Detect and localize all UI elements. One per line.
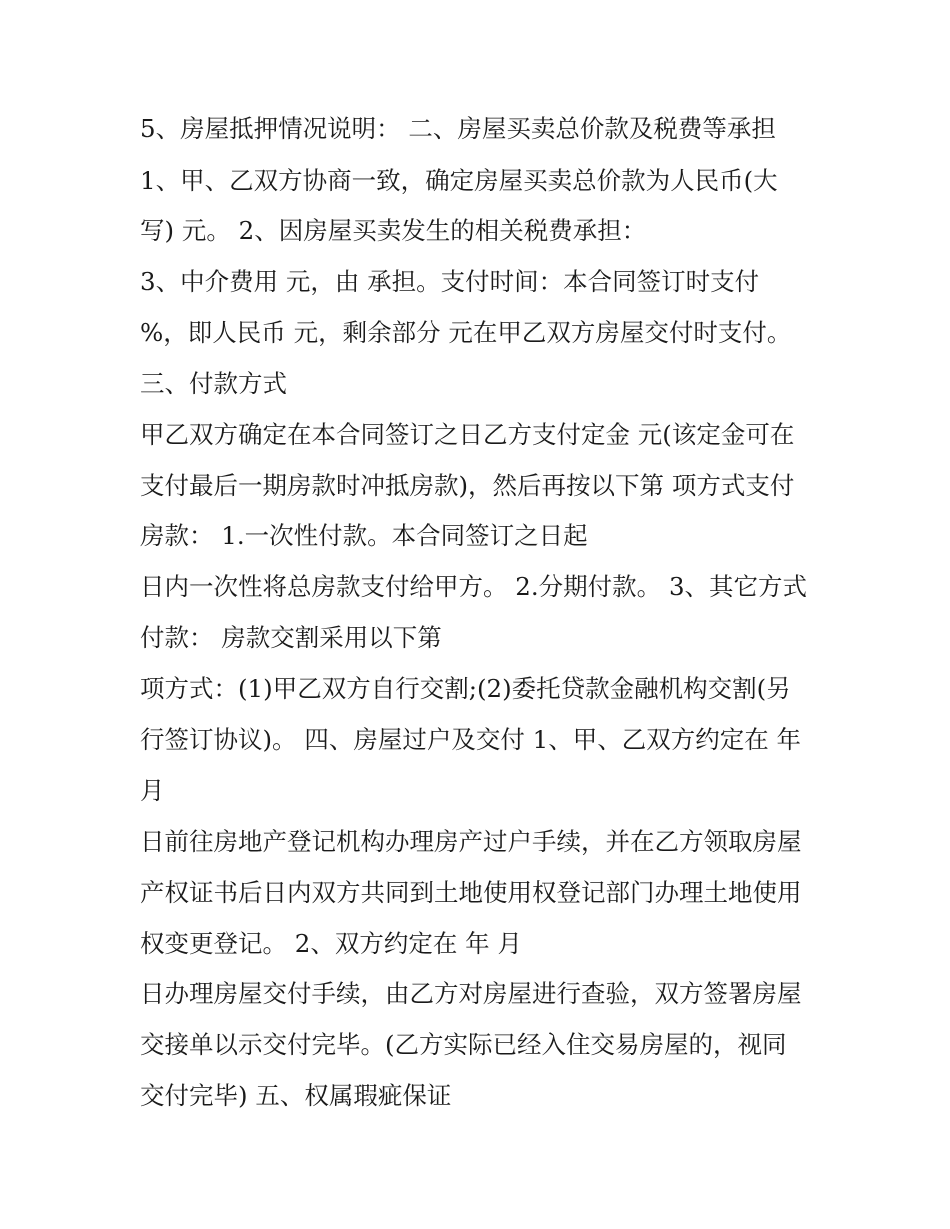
text-line: 交付完毕) 五、权属瑕疵保证 xyxy=(140,1081,452,1110)
text-line: 交接单以示交付完毕。(乙方实际已经入住交易房屋的，视同 xyxy=(140,1030,787,1059)
text-line: 写) 元。 2、因房屋买卖发生的相关税费承担： xyxy=(140,216,647,245)
text-line: 权变更登记。 2、双方约定在 年 月 xyxy=(140,929,522,958)
text-line: 甲乙双方确定在本合同签订之日乙方支付定金 元(该定金可在 xyxy=(140,420,795,449)
text-line: 5、房屋抵押情况说明： 二、房屋买卖总价款及税费等承担 xyxy=(140,114,776,143)
text-line: 付款： 房款交割采用以下第 xyxy=(140,623,442,652)
text-line: 项方式：(1)甲乙双方自行交割;(2)委托贷款金融机构交割(另 xyxy=(140,674,791,703)
text-line: 房款： 1.一次性付款。本合同签订之日起 xyxy=(140,521,588,550)
text-line: 日办理房屋交付手续，由乙方对房屋进行查验，双方签署房屋 xyxy=(140,979,802,1008)
text-line: 日内一次性将总房款支付给甲方。 2.分期付款。 3、其它方式 xyxy=(140,572,808,601)
text-line: 3、中介费用 元，由 承担。支付时间：本合同签订时支付 xyxy=(140,267,760,296)
text-line: %，即人民币 元，剩余部分 元在甲乙双方房屋交付时支付。 xyxy=(140,318,792,347)
text-line: 产权证书后日内双方共同到土地使用权登记部门办理土地使用 xyxy=(140,878,802,907)
text-line: 1、甲、乙双方协商一致，确定房屋买卖总价款为人民币(大 xyxy=(140,166,778,195)
text-line: 行签订协议)。 四、房屋过户及交付 1、甲、乙双方约定在 年 xyxy=(140,725,802,754)
text-line: 支付最后一期房款时冲抵房款)，然后再按以下第 项方式支付 xyxy=(140,471,795,500)
text-line: 月 xyxy=(140,776,165,805)
section-heading: 三、付款方式 xyxy=(140,369,287,398)
text-line: 日前往房地产登记机构办理房产过户手续，并在乙方领取房屋 xyxy=(140,827,802,856)
